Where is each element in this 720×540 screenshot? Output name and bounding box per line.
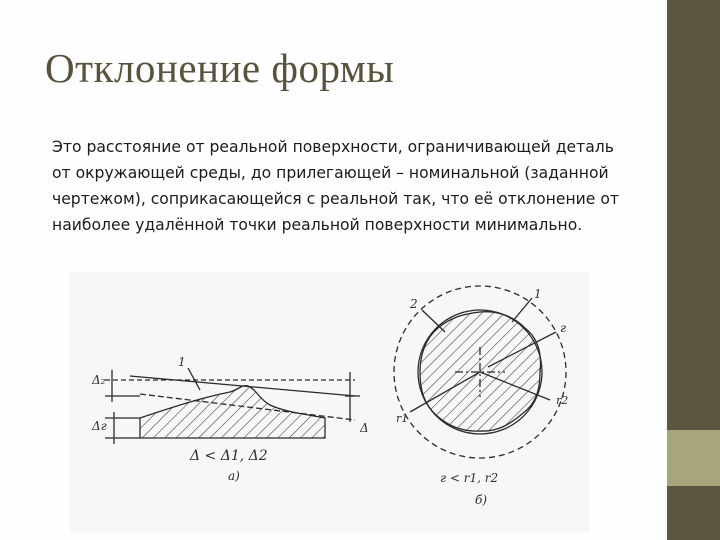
label-delta2: Δ₂ — [92, 373, 106, 387]
leader-1 — [188, 368, 200, 390]
label-r2: r2 — [556, 394, 569, 407]
right-caption: г < r1, r2 — [440, 471, 499, 485]
label-delta-right: Δ — [360, 421, 369, 435]
flatness-diagram — [105, 368, 360, 444]
flatness-part-body — [140, 386, 325, 438]
roundness-diagram — [394, 286, 569, 458]
slide-title: Отклонение формы — [45, 45, 395, 91]
sidebar-accent-top — [667, 0, 720, 430]
label-g: г — [560, 321, 567, 335]
label-1-right: 1 — [534, 287, 542, 301]
label-deltaG: Δг — [92, 419, 107, 433]
leader-1-right — [512, 298, 532, 322]
sidebar-accent-middle — [667, 430, 720, 486]
form-deviation-figure — [70, 272, 590, 532]
left-subcaption: а) — [228, 469, 240, 483]
right-subcaption: б) — [475, 493, 488, 507]
slide-body-text: Это расстояние от реальной поверхности, ограничивающей деталь от окружающей среды, до прилегающей – номинальной (заданной чертежом), соприкасающейся с реальной так, что её отклонение от наиболее удалённой точки реальной поверхности минимально. — [52, 138, 619, 234]
label-1-left: 1 — [178, 355, 186, 369]
leader-2 — [422, 310, 445, 332]
left-caption: Δ < Δ1, Δ2 — [190, 448, 268, 464]
sidebar-accent-bottom — [667, 486, 720, 540]
label-r1: r1 — [396, 412, 409, 425]
form-deviation-drawing — [70, 272, 590, 532]
label-2: 2 — [410, 297, 418, 311]
